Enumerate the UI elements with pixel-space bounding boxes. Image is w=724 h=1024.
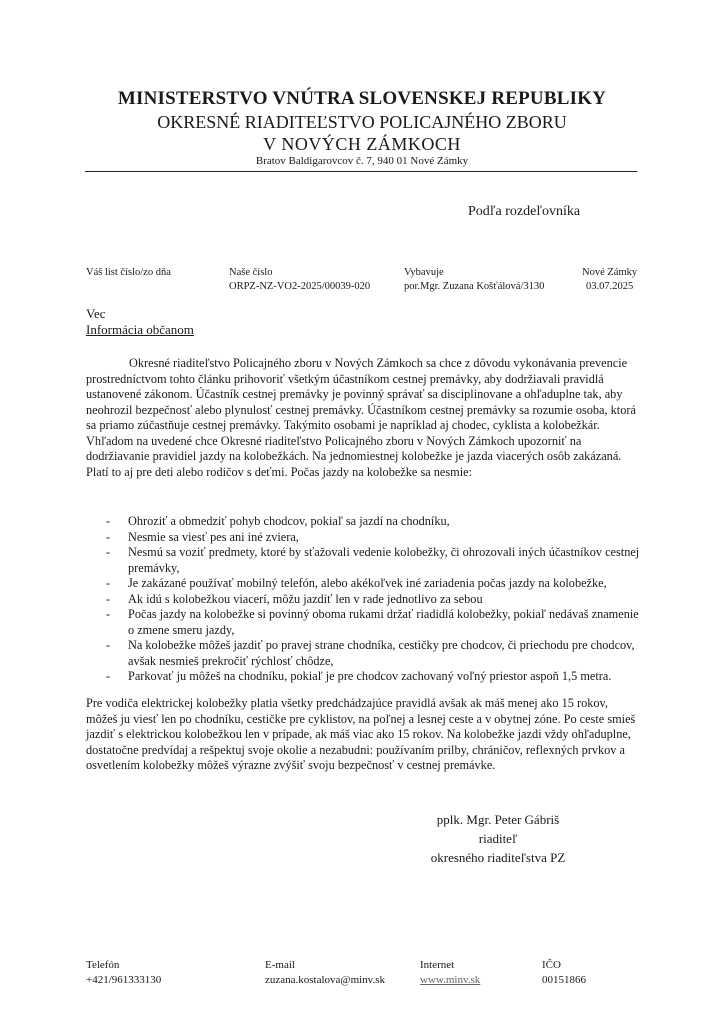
- internet-label: Internet: [420, 959, 455, 971]
- list-item: - Ohroziť a obmedziť pohyb chodcov, pokiaľ sa jazdí na chodníku,: [106, 514, 450, 528]
- meta-handled-by: [404, 266, 544, 294]
- footer-phone: [86, 958, 161, 988]
- date: 03.07.2025: [585, 281, 634, 292]
- phone-value: +421/961333130: [86, 974, 162, 986]
- subject-label: Vec: [86, 306, 106, 321]
- list-item: - Je zakázané používať mobilný telefón, alebo akékoľvek iné zariadenia počas jazdy na kolobežke,: [106, 576, 607, 590]
- handled-by-value: por.Mgr. Zuzana Košťálová/3130: [404, 281, 545, 292]
- subject-text: Informácia občanom: [86, 322, 194, 337]
- list-item-text: Ak idú s kolobežkou viacerí, môžu jazdiť len v rade jednotlivo za sebou: [128, 591, 483, 606]
- office-name-line2: V NOVÝCH ZÁMKOCH: [263, 134, 461, 154]
- list-item-text: Počas jazdy na kolobežke si povinný oboma rukami držať riadidlá kolobežky, pokiaľ nedávaš znamenie o zmene smeru jazdy,: [128, 607, 639, 637]
- list-item-text: Na kolobežke môžeš jazdiť po pravej strane chodníka, cestičky pre chodcov, či priechodu pre chodcov, avšak nesmieš prekročiť rýchlosť chôdze,: [128, 638, 635, 668]
- our-ref-value: ORPZ-NZ-VO2-2025/00039-020: [229, 281, 371, 292]
- list-item: - Ak idú s kolobežkou viacerí, môžu jazdiť len v rade jednotlivo za sebou: [106, 591, 483, 606]
- list-item: - Parkovať ju môžeš na chodníku, pokiaľ je pre chodcov zachovaný voľný priestor aspoň 1,5 metra.: [106, 669, 612, 683]
- body-paragraph-1: Okresné riaditeľstvo Policajného zboru v Nových Zámkoch sa chce z dôvodu vykonávania prevencie prostredníctvom tohto článku prihovoriť všetkým účastníkom cestnej premávky, aby dodržiavali pravidlá ustanovené zákonom. Účastník cestnej premávky je povinný správať sa disciplinovane a ohľaduplne tak, aby neohrozil bezpečnosť alebo plynulosť cestnej premávky. Účastníkom cestnej premávky sa rozumie osoba, ktorá sa priamo zúčastňuje cestnej premávky. Takýmito osobami je napríklad aj chodec, cyklista a kolobežkár. Vhľadom na uvedené chce Okresné riaditeľstvo Policajného zboru v Nových Zámkoch upozorniť na dodržiavanie pravidiel jazdy na kolobežkách. Na jednomiestnej kolobežke je jazda viacerých osôb zakázaná. Platí to aj pre deti alebo rodičov s deťmi. Počas jazdy na kolobežke sa nesmie:: [86, 356, 636, 479]
- list-item-text: Parkovať ju môžeš na chodníku, pokiaľ je pre chodcov zachovaný voľný priestor aspoň 1,5 metra.: [128, 669, 612, 683]
- ministry-title: MINISTERSTVO VNÚTRA SLOVENSKEJ REPUBLIKY: [117, 88, 607, 109]
- email-label: E-mail: [265, 959, 295, 971]
- signatory-name: pplk. Mgr. Peter Gábriš: [436, 812, 560, 827]
- footer-email: [265, 958, 385, 988]
- list-item-text: Je zakázané používať mobilný telefón, alebo akékoľvek iné zariadenia počas jazdy na kolobežke,: [128, 576, 607, 590]
- signatory-role: riaditeľ: [478, 831, 518, 846]
- signatory-office: okresného riaditeľstva PZ: [430, 850, 566, 865]
- signature-block: [408, 810, 588, 867]
- website-link[interactable]: www.minv.sk: [420, 974, 481, 986]
- office-name-line1: OKRESNÉ RIADITEĽSTVO POLICAJNÉHO ZBORU: [157, 112, 567, 132]
- list-item-text: Nesmie sa viesť pes ani iné zviera,: [128, 529, 299, 544]
- handled-by-label: Vybavuje: [404, 267, 444, 278]
- footer-internet: [420, 958, 480, 988]
- email-value: zuzana.kostalova@minv.sk: [265, 974, 385, 986]
- list-item: - Nesmie sa viesť pes ani iné zviera,: [106, 529, 299, 544]
- ico-value: 00151866: [542, 974, 586, 986]
- list-item-text: Nesmú sa voziť predmety, ktoré by sťažovali vedenie kolobežky, či ohrozovali iných účastníkov cestnej premávky,: [128, 545, 640, 575]
- office-address: Bratov Baldigarovcov č. 7, 940 01 Nové Zámky: [255, 155, 469, 167]
- list-item: - Počas jazdy na kolobežke si povinný oboma rukami držať riadidlá kolobežky, pokiaľ nedávaš znamenie o zmene smeru jazdy,: [106, 607, 639, 637]
- recipient: Podľa rozdeľovníka: [468, 204, 581, 219]
- list-item-text: Ohroziť a obmedziť pohyb chodcov, pokiaľ sa jazdí na chodníku,: [128, 514, 450, 528]
- body-paragraph-2: Pre vodiča elektrickej kolobežky platia všetky predchádzajúce pravidlá avšak ak máš menej ako 15 rokov, môžeš ju viesť len po chodníku, cestičke pre cyklistov, na poľnej a lesnej ceste a v obytnej zóne. Po ceste smieš jazdiť s elektrickou kolobežkou len v prípade, ak máš viac ako 15 rokov. Na kolobežke jazdi vždy ohľaduplne, dostatočne predvídaj a rešpektuj svoje okolie a nezabudni: používaním prilby, chráničov, reflexných prvkov a osvetlením kolobežky môžeš výrazne zvýšiť svoju bezpečnosť v cestnej premávke.: [86, 696, 636, 772]
- our-ref-label: Naše číslo: [229, 267, 273, 278]
- place: Nové Zámky: [582, 267, 638, 278]
- list-item: - Nesmú sa voziť predmety, ktoré by sťažovali vedenie kolobežky, či ohrozovali iných účastníkov cestnej premávky,: [106, 545, 640, 575]
- header-divider: [85, 171, 637, 172]
- ico-label: IČO: [542, 959, 561, 971]
- meta-our-ref: [229, 266, 370, 294]
- your-ref-label: Váš list číslo/zo dňa: [86, 267, 171, 278]
- list-item: - Na kolobežke môžeš jazdiť po pravej strane chodníka, cestičky pre chodcov, či priechodu pre chodcov, avšak nesmieš prekročiť rýchlosť chôdze,: [106, 638, 635, 668]
- footer-ico: [542, 958, 586, 988]
- phone-label: Telefón: [86, 959, 120, 971]
- meta-place-date: [582, 266, 637, 294]
- rules-list: [86, 514, 646, 685]
- meta-your-ref: [86, 266, 171, 280]
